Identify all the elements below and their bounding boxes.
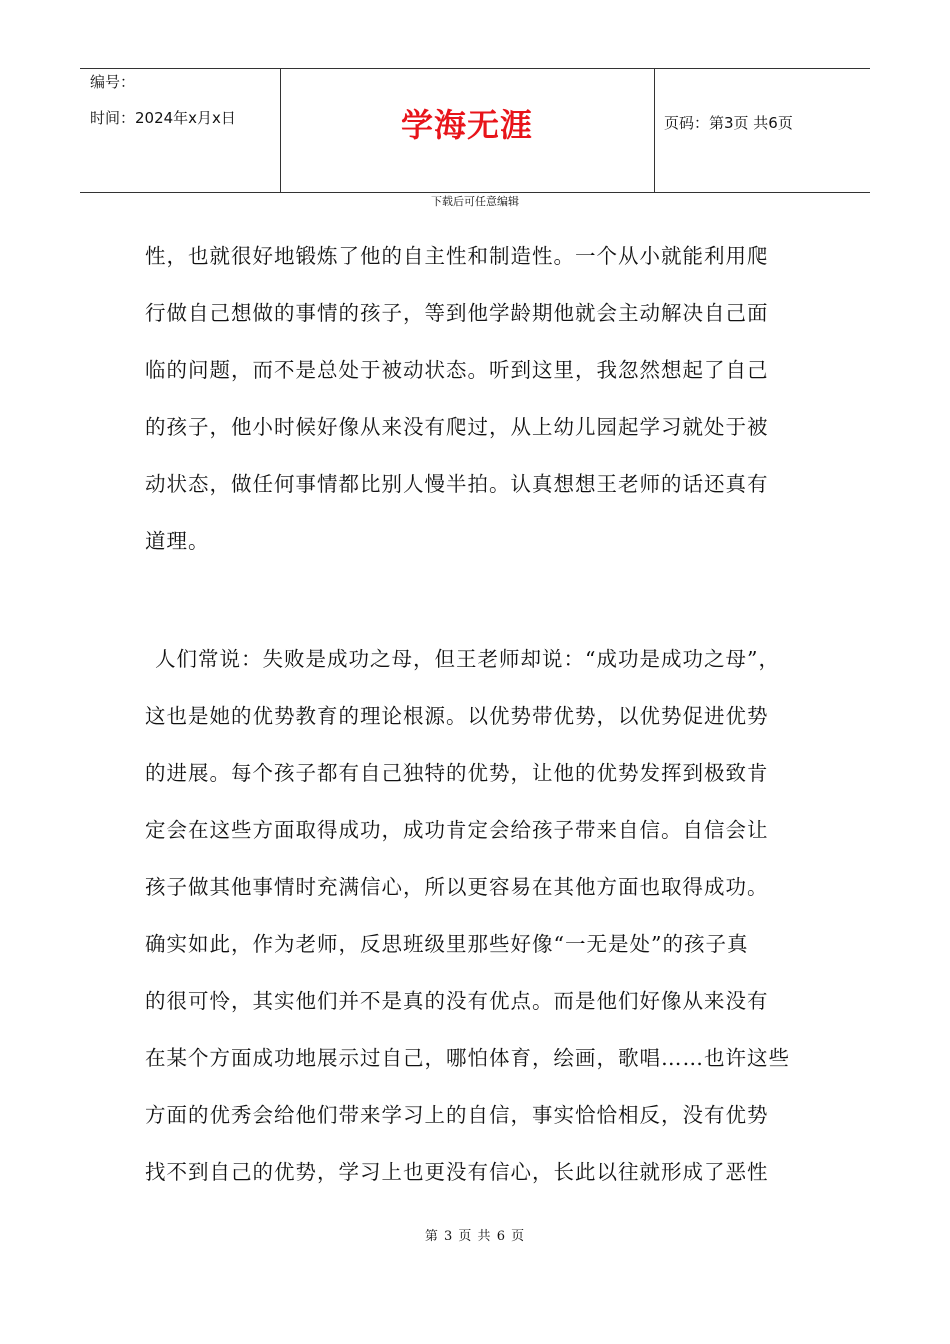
edit-note: 下载后可任意编辑 xyxy=(431,195,519,208)
brand-title: 学海无涯 xyxy=(400,106,533,144)
header-divider-right xyxy=(654,69,655,192)
header-table xyxy=(80,68,870,193)
text-line: 人们常说：失败是成功之母，但王老师却说：“成功是成功之母”， xyxy=(155,647,780,671)
text-line: 道理。 xyxy=(145,529,210,553)
page-indicator: 页码：第3页 共6页 xyxy=(664,114,793,132)
text-line: 找不到自己的优势，学习上也更没有信心，长此以往就形成了恶性 xyxy=(145,1160,769,1184)
page-footer: 第 3 页 共 6 页 xyxy=(424,1229,526,1244)
document-date: 时间：2024年x月x日 xyxy=(90,109,236,127)
paragraph-2 xyxy=(145,631,811,1201)
document-number-label: 编号： xyxy=(90,73,136,91)
text-line: 的很可怜，其实他们并不是真的没有优点。而是他们好像从来没有 xyxy=(145,989,769,1013)
text-line: 动状态，做任何事情都比别人慢半拍。认真想想王老师的话还真有 xyxy=(145,472,769,496)
text-line: 这也是她的优势教育的理论根源。以优势带优势，以优势促进优势 xyxy=(145,704,769,728)
text-line: 的进展。每个孩子都有自己独特的优势，让他的优势发挥到极致肯 xyxy=(145,761,769,785)
text-line: 的孩子，他小时候好像从来没有爬过，从上幼儿园起学习就处于被 xyxy=(145,415,769,439)
text-line: 孩子做其他事情时充满信心，所以更容易在其他方面也取得成功。 xyxy=(145,875,769,899)
text-line: 确实如此，作为老师，反思班级里那些好像“一无是处”的孩子真 xyxy=(145,932,749,956)
text-line: 方面的优秀会给他们带来学习上的自信，事实恰恰相反，没有优势 xyxy=(145,1103,769,1127)
text-line: 在某个方面成功地展示过自己，哪怕体育，绘画，歌唱……也许这些 xyxy=(145,1046,790,1070)
text-line: 临的问题，而不是总处于被动状态。听到这里，我忽然想起了自己 xyxy=(145,358,769,382)
text-line: 性，也就很好地锻炼了他的自主性和制造性。一个从小就能利用爬 xyxy=(145,244,769,268)
paragraph-1 xyxy=(145,228,811,570)
text-line: 定会在这些方面取得成功，成功肯定会给孩子带来自信。自信会让 xyxy=(145,818,769,842)
text-line: 行做自己想做的事情的孩子，等到他学龄期他就会主动解决自己面 xyxy=(145,301,769,325)
